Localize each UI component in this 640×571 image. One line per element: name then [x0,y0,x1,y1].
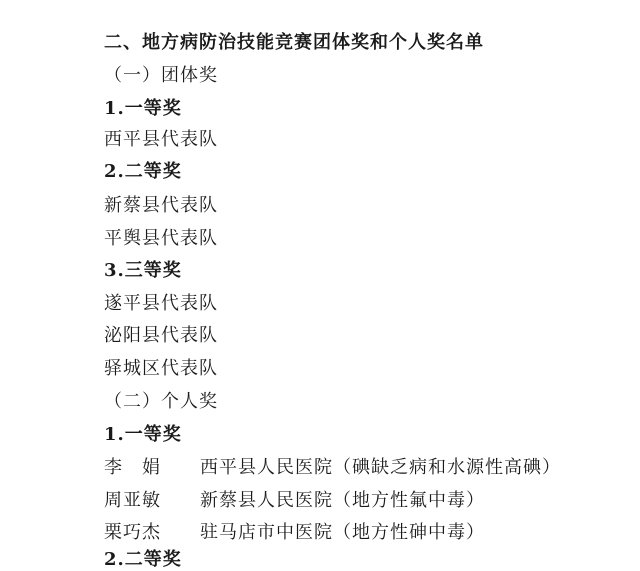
team-third-prize-winner: 遂平县代表队 [104,293,218,314]
team-award-heading: （一）团体奖 [104,65,218,86]
individual-winner-row [104,490,485,512]
winner-affiliation: 驻马店市中医院（地方性砷中毒） [200,522,485,543]
section-title: 二、地方病防治技能竞赛团体奖和个人奖名单 [104,32,484,53]
individual-first-prize-label: 1.一等奖 [104,424,182,445]
individual-award-heading: （二）个人奖 [104,391,218,412]
team-third-prize-label: 3.三等奖 [104,260,182,281]
winner-affiliation: 新蔡县人民医院（地方性氟中毒） [200,490,485,511]
individual-second-prize-label: 2.二等奖 [104,549,182,570]
winner-name: 栗巧杰 [104,522,161,543]
team-third-prize-winner: 泌阳县代表队 [104,325,218,346]
winner-name: 李 娟 [104,457,161,478]
team-second-prize-winner: 平舆县代表队 [104,228,218,249]
team-second-prize-label: 2.二等奖 [104,161,182,182]
team-third-prize-winner: 驿城区代表队 [104,358,218,379]
team-first-prize-winner: 西平县代表队 [104,129,218,150]
winner-affiliation: 西平县人民医院（碘缺乏病和水源性高碘） [200,457,561,478]
individual-winner-row [104,457,561,479]
individual-winner-row [104,522,485,544]
team-first-prize-label: 1.一等奖 [104,98,182,119]
winner-name: 周亚敏 [104,490,161,511]
team-second-prize-winner: 新蔡县代表队 [104,195,218,216]
